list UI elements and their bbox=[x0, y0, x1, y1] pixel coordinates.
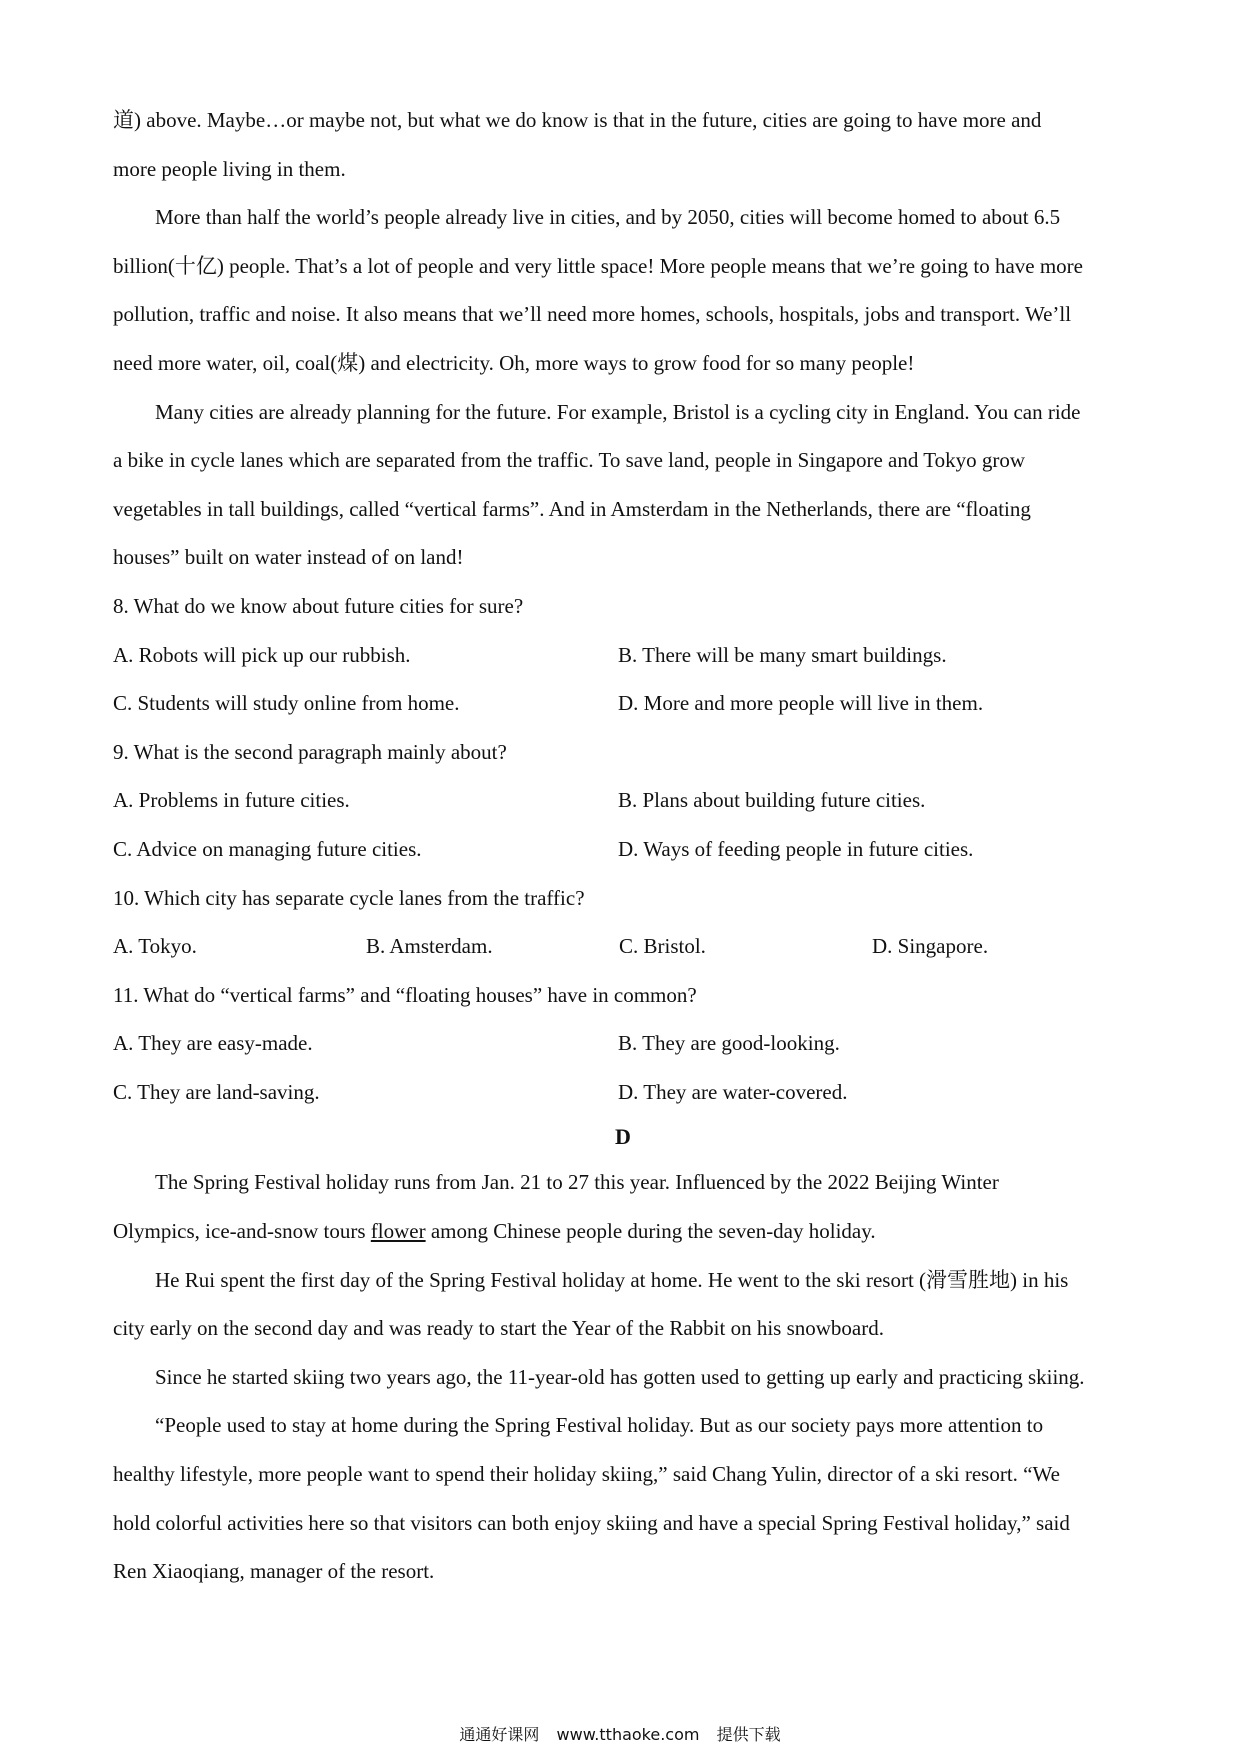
section-heading: D bbox=[615, 1124, 631, 1150]
option-b: B. Plans about building future cities. bbox=[618, 788, 926, 813]
question-8 bbox=[113, 582, 1133, 728]
passage-d-line: “People used to stay at home during the Spring Festival holiday. But as our society pays more attention to bbox=[155, 1413, 1044, 1438]
question-stem: 8. What do we know about future cities for sure? bbox=[113, 593, 524, 618]
option-a: A. Tokyo. bbox=[113, 934, 197, 959]
footer-url: www.tthaoke.com bbox=[556, 1725, 700, 1744]
option-b: B. Amsterdam. bbox=[366, 934, 493, 959]
option-c: C. Advice on managing future cities. bbox=[113, 836, 422, 861]
passage-d-line: He Rui spent the first day of the Spring Festival holiday at home. He went to the ski resort (滑雪胜地) in his bbox=[155, 1267, 1069, 1292]
question-stem: 9. What is the second paragraph mainly about? bbox=[113, 739, 507, 764]
option-d: D. Ways of feeding people in future cities. bbox=[618, 836, 974, 861]
underlined-word: flower bbox=[370, 1219, 426, 1244]
page-footer bbox=[0, 1722, 1240, 1745]
option-b: B. They are good-looking. bbox=[618, 1031, 840, 1056]
question-9 bbox=[113, 728, 1133, 874]
option-c: C. Bristol. bbox=[619, 934, 706, 959]
passage-c bbox=[113, 96, 1133, 582]
option-c: C. They are land-saving. bbox=[113, 1079, 320, 1104]
passage-c-line: billion(十亿) people. That’s a lot of people and very little space! More people means that we’re going to have more bbox=[113, 253, 1083, 278]
passage-c-line: pollution, traffic and noise. It also means that we’ll need more homes, schools, hospitals, jobs and transport. We’ll bbox=[113, 302, 1072, 327]
question-stem: 11. What do “vertical farms” and “floating houses” have in common? bbox=[113, 982, 697, 1007]
question-stem: 10. Which city has separate cycle lanes from the traffic? bbox=[113, 885, 585, 910]
option-a: A. They are easy-made. bbox=[113, 1031, 313, 1056]
footer-note: 提供下载 bbox=[716, 1725, 781, 1744]
passage-d-line bbox=[113, 1207, 1133, 1256]
footer-site-name: 通通好课网 bbox=[459, 1725, 540, 1744]
passage-d-line: The Spring Festival holiday runs from Jan. 21 to 27 this year. Influenced by the 2022 Beijing Winter bbox=[155, 1170, 999, 1195]
passage-d-text: Olympics, ice-and-snow tours bbox=[113, 1219, 371, 1244]
passage-d-line: healthy lifestyle, more people want to spend their holiday skiing,” said Chang Yulin, director of a ski resort. “We bbox=[113, 1462, 1060, 1487]
passage-d-line: city early on the second day and was ready to start the Year of the Rabbit on his snowboard. bbox=[113, 1316, 884, 1341]
question-10 bbox=[113, 874, 1133, 971]
passage-c-line: vegetables in tall buildings, called “vertical farms”. And in Amsterdam in the Netherlands, there are “floating bbox=[113, 496, 1031, 521]
passage-d-line: hold colorful activities here so that visitors can both enjoy skiing and have a special Spring Festival holiday,” said bbox=[113, 1510, 1070, 1535]
passage-d-line: Since he started skiing two years ago, the 11-year-old has gotten used to getting up early and practicing skiing. bbox=[155, 1364, 1085, 1389]
passage-d bbox=[113, 1116, 1133, 1595]
option-d: D. Singapore. bbox=[872, 934, 989, 959]
passage-c-line: 道) above. Maybe…or maybe not, but what we do know is that in the future, cities are going to have more and bbox=[113, 108, 1042, 132]
option-c: C. Students will study online from home. bbox=[113, 691, 460, 716]
option-d: D. More and more people will live in them. bbox=[618, 691, 984, 716]
passage-d-line: Ren Xiaoqiang, manager of the resort. bbox=[113, 1559, 435, 1584]
passage-c-line: houses” built on water instead of on land! bbox=[113, 545, 464, 570]
passage-c-line: more people living in them. bbox=[113, 156, 346, 181]
option-d: D. They are water-covered. bbox=[618, 1079, 848, 1104]
passage-c-line: a bike in cycle lanes which are separated from the traffic. To save land, people in Singapore and Tokyo grow bbox=[113, 448, 1026, 473]
passage-c-line: Many cities are already planning for the future. For example, Bristol is a cycling city in England. You can ride bbox=[155, 399, 1081, 424]
option-a: A. Robots will pick up our rubbish. bbox=[113, 642, 411, 667]
exam-page bbox=[113, 96, 1133, 1596]
question-11 bbox=[113, 971, 1133, 1117]
option-a: A. Problems in future cities. bbox=[113, 788, 350, 813]
option-b: B. There will be many smart buildings. bbox=[618, 642, 947, 667]
passage-d-text: among Chinese people during the seven-day holiday. bbox=[425, 1219, 876, 1244]
passage-c-line: need more water, oil, coal(煤) and electricity. Oh, more ways to grow food for so many people! bbox=[113, 350, 915, 375]
passage-c-line: More than half the world’s people already live in cities, and by 2050, cities will become homed to about 6.5 bbox=[155, 205, 1061, 230]
